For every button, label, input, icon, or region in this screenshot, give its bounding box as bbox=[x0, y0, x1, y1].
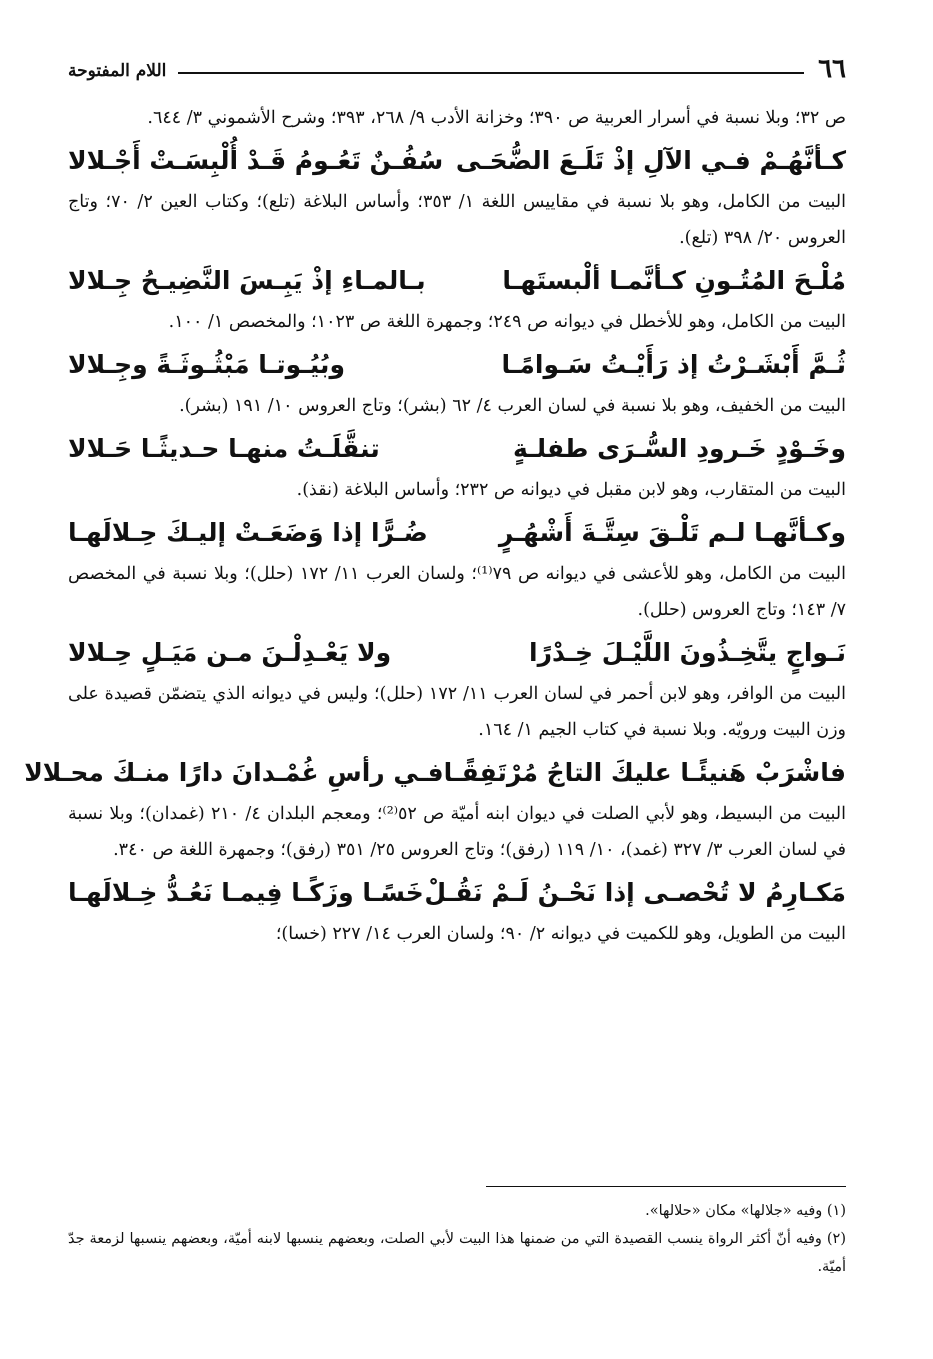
page-header bbox=[68, 48, 846, 82]
verse-line bbox=[68, 424, 846, 472]
verse-second-hemistich: تنقَّلَـتُ منهـا حـديثًـا حَـلالا bbox=[68, 433, 380, 463]
citation-paragraph: البيت من الوافر، وهو لابن أحمر في لسان العرب ١١/ ١٧٢ (حلل)؛ وليس في ديوانه الذي يتضمّن قصيدة على وزن البيت ورويّه. وبلا نسبة في كتاب الجيم ١/ ١٦٤. bbox=[68, 684, 846, 740]
verse-second-hemistich: وبُيُـوتـا مَبْثُـوثَـةً وجِـلالا bbox=[68, 349, 345, 379]
citation-paragraph: البيت من الكامل، وهو للأعشى في ديوانه ص ٧٩⁽¹⁾؛ ولسان العرب ١١/ ١٧٢ (حلل)؛ وبلا نسبة في المخصص ٧/ ١٤٣؛ وتاج العروس (حلل). bbox=[68, 564, 846, 620]
verse-first-hemistich: كـأنَّهُـمْ فـي الآلِ إذْ تَلَـعَ الضُّحَـى bbox=[455, 145, 846, 175]
citation-paragraph: البيت من المتقارب، وهو لابن مقبل في ديوانه ص ٢٣٢؛ وأساس البلاغة (نقذ). bbox=[296, 480, 846, 500]
citation-paragraph: البيت من البسيط، وهو لأبي الصلت في ديوان ابنه أميّة ص ٥٢⁽²⁾؛ ومعجم البلدان ٤/ ٢١٠ (غمدان)؛ وبلا نسبة في لسان العرب ٣/ ٣٢٧ (غمد)، ١٠/ ١١٩ (رفق)؛ وتاج العروس ٢٥/ ٣٥١ (رفق)؛ وجمهرة اللغة ص ٣٤٠. bbox=[68, 804, 847, 860]
verse-line bbox=[68, 508, 846, 556]
verse-second-hemistich: سُفُـنٌ تَعُـومُ قَـدْ أُلْبِسَـتْ أَجْـلالا bbox=[68, 145, 444, 175]
citation-paragraph: البيت من الكامل، وهو بلا نسبة في مقاييس اللغة ١/ ٣٥٣؛ وأساس البلاغة (تلع)؛ وكتاب العين ٢/ ٧٠؛ وتاج العروس ٢٠/ ٣٩٨ (تلع). bbox=[68, 192, 846, 248]
citation-paragraph: البيت من الخفيف، وهو بلا نسبة في لسان العرب ٤/ ٦٢ (بشر)؛ وتاج العروس ١٠/ ١٩١ (بشر). bbox=[179, 396, 846, 416]
verse-line bbox=[68, 256, 846, 304]
verse-line bbox=[68, 628, 846, 676]
verse-second-hemistich: فـي رأسِ غُمْـدانَ دارًا منـكَ محـلالا bbox=[24, 757, 444, 787]
verse-second-hemistich: ولا يَعْـدِلْـنَ مـن مَيَـلٍ حِـلالا bbox=[68, 637, 392, 667]
verse-line bbox=[68, 136, 846, 184]
verse-second-hemistich: خَسًـا وزَكًـا فِيمـا نَعُـدُّ خِـلالَهـا bbox=[68, 877, 424, 907]
verse-first-hemistich: وخَـوْدٍ خَـرودِ السُّـرَى طفلـةٍ bbox=[512, 433, 846, 463]
footnote-rule bbox=[486, 1186, 846, 1187]
verse-first-hemistich: مُلْـحَ المُتُـونِ كـأنَّمـا ألْبستَهـا bbox=[502, 265, 846, 295]
footnote-2: (٢) وفيه أنّ أكثر الرواة ينسب القصيدة التي من ضمنها هذا البيت لأبي الصلت، وبعضهم ينسبها لابنه أميّة، وبعضهم ينسبها لزمعة جدّ أميّة. bbox=[68, 1231, 846, 1275]
citation-paragraph: البيت من الطويل، وهو للكميت في ديوانه ٢/ ٩٠؛ ولسان العرب ١٤/ ٢٢٧ (خسا)؛ bbox=[275, 924, 846, 944]
verse-line bbox=[68, 340, 846, 388]
page-body bbox=[24, 100, 847, 952]
verse-first-hemistich: وكـأنَّهـا لـم تَلْـقَ سِتَّـةَ أَشْهُـرٍ bbox=[498, 517, 846, 547]
verse-first-hemistich: فاشْرَبْ هَنيئًـا عليكَ التاجُ مُرْتَفِقًـا bbox=[443, 757, 846, 787]
header-rule bbox=[178, 72, 804, 74]
running-title: اللام المفتوحة bbox=[68, 61, 167, 81]
page-number: ٦٦ bbox=[818, 54, 846, 84]
verse-first-hemistich: ثُـمَّ أَبْشَـرْتُ إذ رَأَيْـتُ سَـوامًـا bbox=[501, 349, 846, 379]
verse-line bbox=[68, 868, 846, 916]
citation-paragraph: البيت من الكامل، وهو للأخطل في ديوانه ص ٢٤٩؛ وجمهرة اللغة ص ١٠٢٣؛ والمخصص ١/ ١٠٠. bbox=[168, 312, 846, 332]
citation-paragraph: ص ٣٢؛ وبلا نسبة في أسرار العربية ص ٣٩٠؛ وخزانة الأدب ٩/ ٢٦٨، ٣٩٣؛ وشرح الأشموني ٣/ ٦٤٤. bbox=[147, 108, 846, 128]
footnotes bbox=[68, 1186, 846, 1281]
footnote-1: (١) وفيه «جلالها» مكان «حلالها». bbox=[645, 1203, 846, 1219]
verse-second-hemistich: بـالمـاءِ إذْ يَبِـسَ النَّضِيـحُ جِـلالا bbox=[68, 265, 426, 295]
verse-line bbox=[24, 748, 846, 796]
verse-second-hemistich: ضُـرًّا إذا وَضَعَـتْ إليـكَ حِـلالَهـا bbox=[68, 517, 428, 547]
verse-first-hemistich: نَـواجٍ يتَّخِـذُونَ اللَّيْـلَ خِـدْرًا bbox=[529, 637, 846, 667]
verse-first-hemistich: مَكـارِمُ لا تُحْصـى إذا نَحْـنُ لَـمْ نَقُـلْ bbox=[424, 877, 846, 907]
